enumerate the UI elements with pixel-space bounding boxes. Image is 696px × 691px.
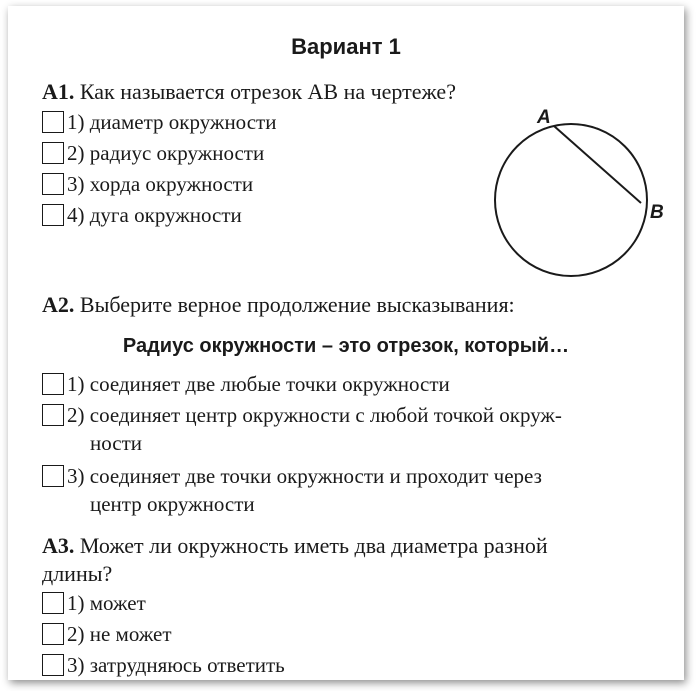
- a1-option-1-label: 1) диаметр окружности: [67, 110, 277, 134]
- point-a-label: A: [537, 107, 551, 128]
- checkbox[interactable]: [42, 404, 64, 426]
- worksheet: [8, 6, 684, 680]
- chord-ab: [554, 126, 641, 203]
- question-a2: [42, 291, 515, 319]
- question-a3-line2: длины?: [42, 561, 113, 586]
- a1-option-3[interactable]: [42, 170, 253, 198]
- a1-option-2-label: 2) радиус окружности: [67, 141, 265, 165]
- a2-option-2-label: [67, 401, 562, 457]
- circle: [495, 124, 647, 276]
- a1-option-4[interactable]: [42, 201, 242, 229]
- circle-chord-figure: [494, 98, 674, 288]
- page-title: Вариант 1: [291, 34, 401, 59]
- question-a1-text: Как называется отрезок AB на чертеже?: [79, 79, 456, 104]
- question-a2-text: Выберите верное продолжение высказывания:: [79, 292, 515, 317]
- checkbox[interactable]: [42, 111, 64, 133]
- a2-option-2-line2: ности: [90, 431, 142, 455]
- a2-option-2-line1: 2) соединяет центр окружности с любой точкой окруж-: [67, 403, 562, 427]
- checkbox[interactable]: [42, 465, 64, 487]
- a2-option-1-label: 1) соединяет две любые точки окружности: [67, 372, 450, 396]
- checkbox[interactable]: [42, 623, 64, 645]
- a3-option-3[interactable]: [42, 651, 285, 679]
- a3-option-1-label: 1) может: [67, 591, 146, 615]
- a1-option-3-label: 3) хорда окружности: [67, 172, 254, 196]
- checkbox[interactable]: [42, 204, 64, 226]
- checkbox[interactable]: [42, 373, 64, 395]
- a2-option-3-label: [67, 462, 542, 518]
- a3-option-2[interactable]: [42, 620, 172, 648]
- question-a2-subtitle: Радиус окружности – это отрезок, который…: [122, 335, 570, 357]
- a1-option-4-label: 4) дуга окружности: [67, 203, 242, 227]
- a3-option-2-label: 2) не может: [67, 622, 172, 646]
- question-a3-line1: Может ли окружность иметь два диаметра разной: [79, 533, 548, 558]
- a3-option-3-label: 3) затрудняюсь ответить: [67, 653, 285, 677]
- question-a2-number: А2.: [42, 292, 75, 317]
- point-b-label: B: [650, 202, 664, 223]
- checkbox[interactable]: [42, 142, 64, 164]
- a3-option-1[interactable]: [42, 589, 146, 617]
- a2-option-2[interactable]: [42, 401, 562, 457]
- a1-option-1[interactable]: [42, 108, 276, 136]
- question-a1-number: А1.: [42, 79, 75, 104]
- question-a1: [42, 78, 456, 106]
- checkbox[interactable]: [42, 592, 64, 614]
- checkbox[interactable]: [42, 173, 64, 195]
- a2-option-3-line2: центр окружности: [90, 492, 255, 516]
- question-a3: [42, 532, 548, 588]
- a2-option-1[interactable]: [42, 370, 450, 398]
- a2-option-3-line1: 3) соединяет две точки окружности и проходит через: [67, 464, 542, 488]
- question-a3-number: А3.: [42, 533, 75, 558]
- a2-option-3[interactable]: [42, 462, 542, 518]
- checkbox[interactable]: [42, 654, 64, 676]
- a1-option-2[interactable]: [42, 139, 264, 167]
